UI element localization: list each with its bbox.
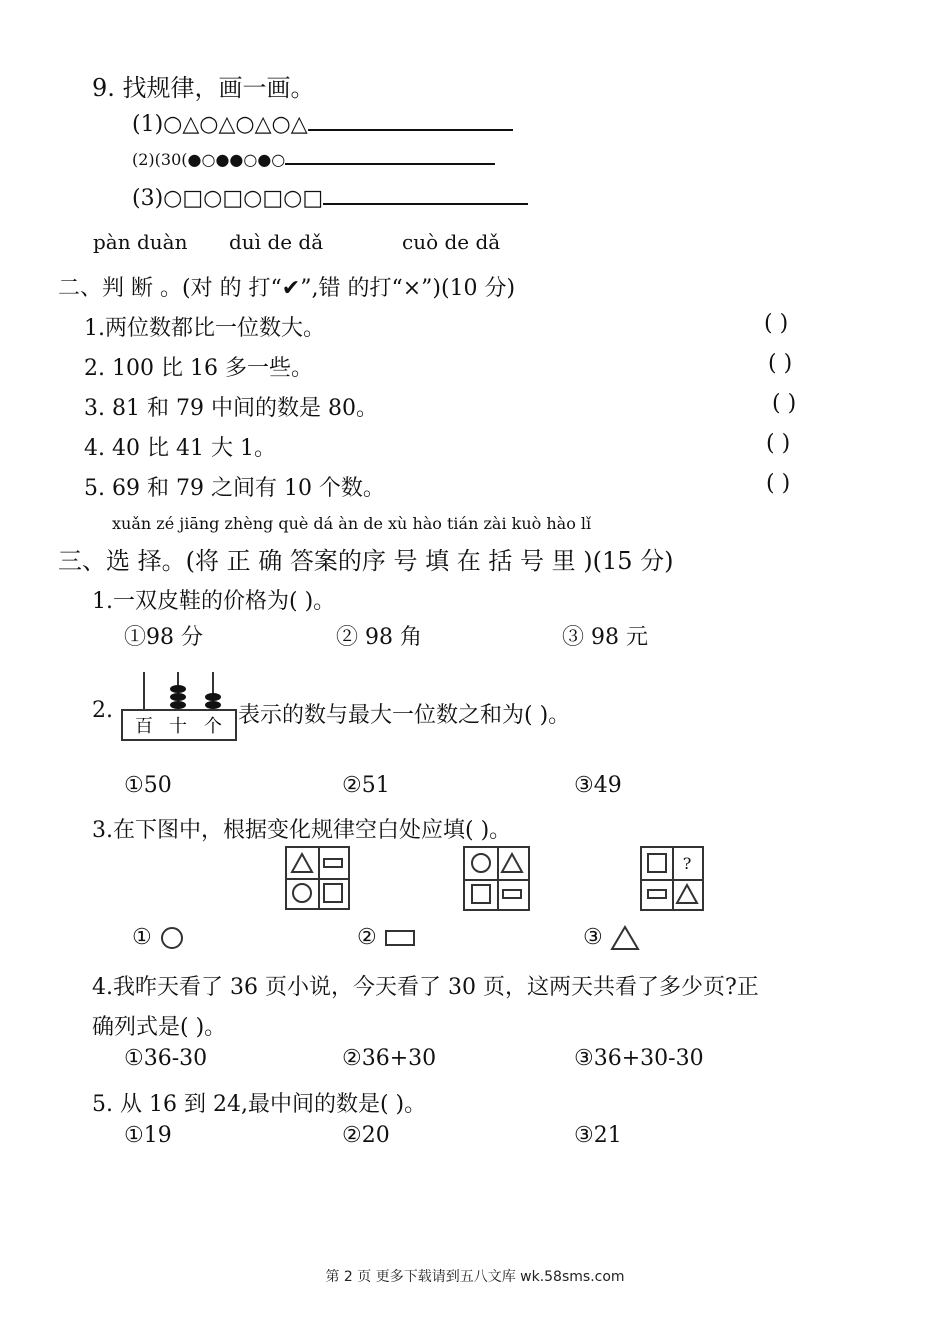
- judge-item-1: 1.两位数都比一位数大。: [84, 316, 325, 341]
- q9-row-label: (1): [132, 112, 164, 137]
- choice-q2: 表示的数与最大一位数之和为( )。: [238, 703, 571, 728]
- q5-option-1[interactable]: ①19: [124, 1123, 172, 1148]
- triangle-icon: [610, 925, 640, 951]
- section2-title: 二、判 断 。(对 的 打“✔”,错 的打“×”)(10 分): [58, 276, 516, 301]
- answer-blank: [323, 203, 528, 205]
- q9-title: 9. 找规律，画一画。: [92, 74, 315, 102]
- triangle-icon: [500, 852, 524, 874]
- section2-pinyin-2: duì de dǎ: [229, 230, 324, 254]
- question-mark: ?: [682, 853, 692, 873]
- answer-blank: [285, 163, 495, 165]
- choice-q4-line2: 确列式是( )。: [92, 1015, 227, 1040]
- pattern-grid-3: [640, 846, 704, 911]
- q3-option-2[interactable]: [357, 925, 418, 950]
- square-icon: [470, 883, 492, 905]
- choice-q2-number: 2.: [92, 698, 113, 723]
- abacus-beads-tens: [170, 685, 186, 709]
- q3-option-1[interactable]: [132, 925, 185, 951]
- q2-option-2[interactable]: ②51: [342, 773, 390, 798]
- rectangle-icon: [384, 927, 418, 949]
- abacus-beads-ones: [205, 693, 221, 709]
- q4-option-2[interactable]: ②36+30: [342, 1046, 437, 1071]
- judge-item-5: 5. 69 和 79 之间有 10 个数。: [84, 476, 385, 501]
- judge-paren-1[interactable]: ( ): [764, 311, 789, 336]
- q9-row-1: [132, 112, 513, 137]
- section3-title: 三、选 择。(将 正 确 答案的序 号 填 在 括 号 里 )(15 分): [58, 547, 674, 575]
- judge-paren-4[interactable]: ( ): [766, 431, 791, 456]
- q4-option-3[interactable]: ③36+30-30: [574, 1046, 704, 1071]
- q1-option-1[interactable]: ①98 分: [124, 625, 203, 650]
- rectangle-icon: [646, 887, 668, 901]
- judge-item-4: 4. 40 比 41 大 1。: [84, 436, 276, 461]
- option-number: ②: [357, 925, 377, 950]
- q9-pattern: ○△○△○△○△: [163, 112, 308, 137]
- q1-option-3[interactable]: ③ 98 元: [562, 625, 648, 650]
- abacus-figure: [118, 666, 240, 744]
- q5-option-3[interactable]: ③21: [574, 1123, 622, 1148]
- q9-row-3: [132, 186, 528, 211]
- choice-q3: 3.在下图中，根据变化规律空白处应填( )。: [92, 818, 512, 843]
- section3-pinyin: xuǎn zé jiāng zhèng què dá àn de xù hào tián zài kuò hào lǐ: [112, 514, 592, 533]
- rectangle-icon: [322, 856, 344, 870]
- judge-paren-2[interactable]: ( ): [768, 351, 793, 376]
- abacus-label-tens: 十: [169, 716, 187, 737]
- triangle-icon: [290, 852, 314, 874]
- q5-option-2[interactable]: ②20: [342, 1123, 390, 1148]
- judge-item-3: 3. 81 和 79 中间的数是 80。: [84, 396, 378, 421]
- q2-option-1[interactable]: ①50: [124, 773, 172, 798]
- pattern-grid-1: [285, 846, 350, 910]
- judge-item-2: 2. 100 比 16 多一些。: [84, 356, 313, 381]
- square-icon: [646, 852, 668, 874]
- q2-option-3[interactable]: ③49: [574, 773, 622, 798]
- circle-icon: [159, 925, 185, 951]
- option-number: ③: [583, 925, 603, 950]
- circle-icon: [290, 881, 314, 905]
- pattern-grid-2: [463, 846, 530, 911]
- q3-option-3[interactable]: [583, 925, 640, 951]
- circle-icon: [469, 851, 493, 875]
- section2-pinyin-3: cuò de dǎ: [402, 230, 501, 254]
- choice-q1: 1.一双皮鞋的价格为( )。: [92, 589, 336, 614]
- q9-row-label: (2): [132, 150, 155, 169]
- choice-q5: 5. 从 16 到 24,最中间的数是( )。: [92, 1092, 427, 1117]
- q4-option-1[interactable]: ①36-30: [124, 1046, 208, 1071]
- rectangle-icon: [501, 887, 523, 901]
- q1-option-2[interactable]: ② 98 角: [336, 625, 422, 650]
- triangle-icon: [675, 883, 699, 905]
- option-number: ①: [132, 925, 152, 950]
- q9-row-label: (3): [132, 186, 164, 211]
- choice-q4-line1: 4.我昨天看了 36 页小说，今天看了 30 页，这两天共看了多少页?正: [92, 975, 759, 1000]
- q9-row-2: [132, 150, 495, 169]
- q9-pattern: (30(●○●●○●○: [154, 150, 286, 169]
- abacus-label-hundreds: 百: [135, 716, 153, 737]
- square-icon: [322, 882, 344, 904]
- section2-pinyin-1: pàn duàn: [93, 230, 188, 254]
- judge-paren-5[interactable]: ( ): [766, 471, 791, 496]
- abacus-label-ones: 个: [204, 716, 222, 737]
- answer-blank: [308, 129, 513, 131]
- page-footer: 第 2 页 更多下载请到五八文库 wk.58sms.com: [325, 1269, 625, 1285]
- q9-pattern: ○□○□○□○□: [163, 186, 324, 211]
- judge-paren-3[interactable]: ( ): [772, 391, 797, 416]
